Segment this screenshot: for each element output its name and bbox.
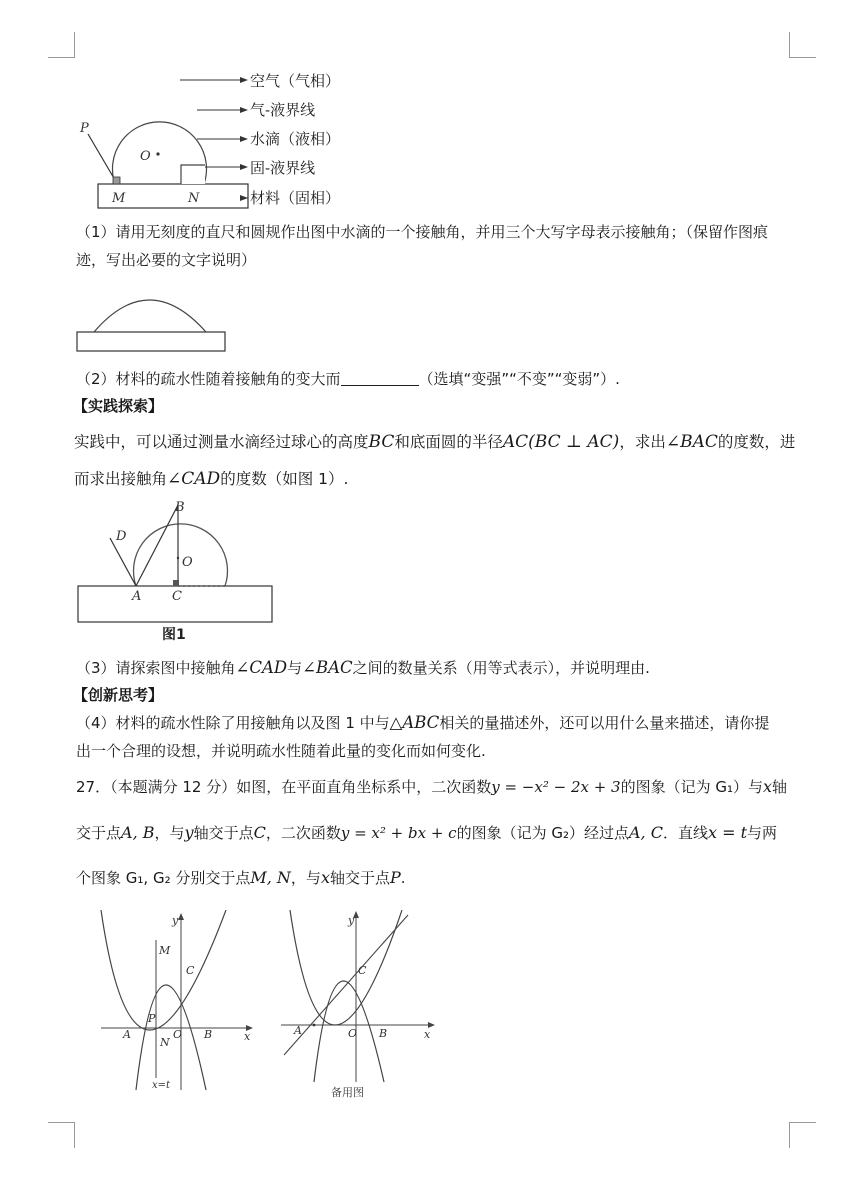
practice-text: 和底面圆的半径	[394, 433, 503, 451]
point-label-b: B	[379, 1027, 388, 1040]
q27-part: 27．（本题满分 12 分）如图，在平面直角坐标系中，二次函数	[76, 778, 492, 796]
points-mn: M, N	[250, 868, 291, 887]
point-label-o: O	[348, 1027, 358, 1040]
point-label-a: A	[123, 1028, 131, 1041]
figure-1	[70, 498, 280, 648]
q27-part: ．直线	[662, 824, 708, 842]
backup-graph-caption: 备用图	[331, 1086, 364, 1099]
x-symbol: x	[320, 868, 330, 887]
practice-line1	[74, 432, 795, 452]
q2-before: （2）材料的疏水性随着接触角的变大而	[76, 370, 341, 388]
label-gas-liquid: 气-液界线	[250, 101, 316, 119]
q3-part: 之间的数量关系（用等式表示），并说明理由.	[352, 659, 650, 677]
crop-mark	[789, 1122, 790, 1148]
point-c: C	[253, 823, 266, 842]
graph-main	[96, 910, 266, 1096]
q1-line2: 迹，写出必要的文字说明）	[76, 251, 257, 269]
x-symbol: x	[763, 777, 773, 796]
point-label-n: N	[188, 191, 200, 206]
q27-line2	[76, 823, 777, 843]
bc-symbol: BC	[368, 432, 395, 452]
q1-line1: （1）请用无刻度的直尺和圆规作出图中水滴的一个接触角，并用三个大写字母表示接触角；（保留作图痕	[76, 223, 769, 241]
q27-part: ，二次函数	[265, 824, 341, 842]
q27-part: ，与	[154, 824, 185, 842]
q4-part: 相关的量描述外，还可以用什么量来描述，请你提	[439, 714, 770, 732]
q27-part: 轴	[772, 778, 788, 796]
q27-part: 的图象（记为 G₁）与	[620, 778, 763, 796]
point-label-n: N	[160, 1036, 170, 1049]
practice-text: ，求出	[619, 433, 666, 451]
crop-mark	[48, 1122, 75, 1123]
ac-expression: AC(BC ⊥ AC)	[502, 432, 620, 452]
axis-label-y: y	[348, 914, 355, 927]
q27-part: 交于点	[76, 824, 122, 842]
point-label-d: D	[116, 529, 127, 544]
droplet-diagram	[70, 62, 370, 212]
q27-part: 个图象 G₁, G₂ 分别交于点	[76, 869, 251, 887]
point-label-a: A	[132, 589, 142, 604]
crop-mark	[789, 32, 790, 58]
section-practice-heading: 【实践探索】	[73, 397, 164, 415]
function-g1: y = −x² − 2x + 3	[491, 778, 621, 796]
line-x-equals-t: x = t	[707, 823, 747, 842]
practice-text: 的度数（如图 1）.	[220, 470, 349, 488]
q27-part: 与两	[747, 824, 778, 842]
point-label-p: P	[148, 1012, 156, 1025]
label-air: 空气（气相）	[250, 72, 341, 90]
practice-text: 而求出接触角	[74, 470, 168, 488]
angle-cad: ∠CAD	[235, 658, 288, 677]
q4-line1	[76, 713, 769, 733]
q27-line1	[76, 777, 787, 797]
q27-part: 的图象（记为 G₂）经过点	[456, 824, 629, 842]
crop-mark	[789, 57, 816, 58]
point-label-m: M	[112, 191, 126, 206]
point-label-p: P	[80, 121, 89, 136]
point-label-c: C	[186, 964, 195, 977]
q27-part: 轴交于点	[193, 824, 254, 842]
angle-bac: ∠BAC	[302, 658, 353, 677]
graph-backup	[276, 910, 446, 1102]
label-water: 水滴（液相）	[250, 130, 341, 148]
point-label-o: O	[182, 555, 193, 570]
axis-label-y: y	[172, 914, 179, 927]
point-label-o: O	[173, 1028, 183, 1041]
point-label-b: B	[204, 1028, 213, 1041]
figure-1-caption: 图1	[162, 627, 186, 643]
label-solid-liquid: 固-液界线	[250, 159, 316, 177]
function-g2: y = x² + bx + c	[340, 824, 457, 842]
answer-blank	[341, 369, 419, 386]
axis-label-x: x	[244, 1030, 251, 1043]
angle-cad: ∠CAD	[167, 469, 221, 489]
q3-part: 与	[287, 659, 303, 677]
point-p: P	[389, 868, 401, 887]
q3-text	[76, 658, 650, 678]
y-symbol: y	[184, 823, 194, 842]
q2-text	[76, 369, 620, 389]
q4-part: （4）材料的疏水性除了用接触角以及图 1 中与	[76, 714, 390, 732]
points-ac: A, C	[628, 823, 663, 842]
q27-part: 轴交于点	[329, 869, 390, 887]
crop-mark	[48, 57, 75, 58]
practice-line2	[74, 469, 348, 489]
point-label-c: C	[358, 964, 367, 977]
crop-mark	[74, 32, 75, 58]
point-label-m: M	[159, 944, 171, 957]
q27-part: .	[400, 869, 406, 887]
section-innovation-heading: 【创新思考】	[73, 686, 164, 704]
q27-line3	[76, 868, 406, 888]
practice-text: 实践中，可以通过测量水滴经过球心的高度	[74, 433, 369, 451]
q4-line2: 出一个合理的设想，并说明疏水性随着此量的变化而如何变化.	[76, 742, 486, 760]
triangle-abc: △ABC	[389, 713, 440, 732]
crop-mark	[74, 1122, 75, 1148]
crop-mark	[789, 1122, 816, 1123]
label-material: 材料（固相）	[250, 189, 341, 207]
practice-text: 的度数，进	[717, 433, 796, 451]
axis-label-x: x	[424, 1028, 431, 1041]
line-label: x=t	[152, 1080, 171, 1091]
point-label-o: O	[140, 149, 151, 164]
q2-after: （选填“变强”“不变”“变弱”）.	[418, 370, 620, 388]
angle-bac: ∠BAC	[665, 432, 718, 452]
q3-part: （3）请探索图中接触角	[76, 659, 236, 677]
points-ab: A, B	[121, 823, 155, 842]
q27-part: ，与	[290, 869, 321, 887]
point-label-a: A	[294, 1024, 302, 1037]
dome-figure	[76, 288, 228, 354]
point-label-c: C	[172, 589, 182, 604]
point-label-b: B	[175, 500, 185, 515]
